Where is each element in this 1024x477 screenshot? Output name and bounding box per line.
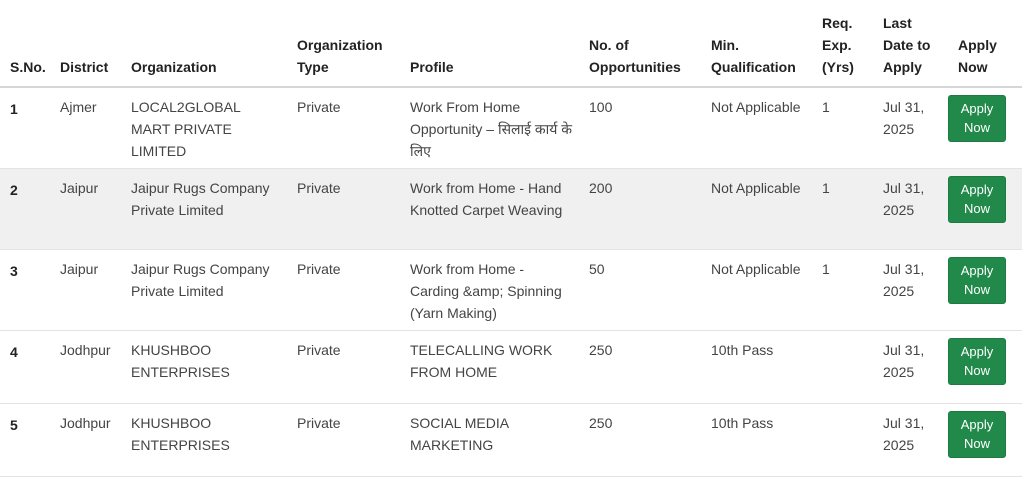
- cell-sno: 2: [0, 168, 50, 249]
- cell-organization: Jaipur Rugs Company Private Limited: [121, 168, 287, 249]
- cell-opportunities: 50: [579, 249, 701, 330]
- table-header: [0, 0, 1022, 87]
- cell-profile: Work from Home - Hand Knotted Carpet Weaving: [400, 168, 579, 249]
- apply-now-button[interactable]: Apply Now: [948, 338, 1006, 385]
- table-body: [0, 87, 1022, 476]
- cell-organization: KHUSHBOO ENTERPRISES: [121, 330, 287, 403]
- cell-apply: [948, 403, 1022, 476]
- cell-sno: 4: [0, 330, 50, 403]
- cell-district: Jodhpur: [50, 403, 121, 476]
- header-last-date: Last Date to Apply: [873, 0, 948, 87]
- cell-opportunities: 100: [579, 87, 701, 168]
- cell-qualification: Not Applicable: [701, 168, 812, 249]
- header-organization: Organization: [121, 0, 287, 87]
- apply-now-button[interactable]: Apply Now: [948, 95, 1006, 142]
- header-sno: S.No.: [0, 0, 50, 87]
- cell-district: Jaipur: [50, 249, 121, 330]
- cell-experience: 1: [812, 168, 873, 249]
- cell-opportunities: 250: [579, 403, 701, 476]
- header-qualification: Min. Qualification: [701, 0, 812, 87]
- header-profile: Profile: [400, 0, 579, 87]
- apply-now-button[interactable]: Apply Now: [948, 176, 1006, 223]
- cell-last-date: Jul 31, 2025: [873, 249, 948, 330]
- cell-organization: KHUSHBOO ENTERPRISES: [121, 403, 287, 476]
- cell-last-date: Jul 31, 2025: [873, 87, 948, 168]
- table-row: [0, 168, 1022, 249]
- cell-last-date: Jul 31, 2025: [873, 403, 948, 476]
- table-row: [0, 330, 1022, 403]
- cell-opportunities: 200: [579, 168, 701, 249]
- cell-profile: SOCIAL MEDIA MARKETING: [400, 403, 579, 476]
- header-org-type: Organization Type: [287, 0, 400, 87]
- cell-experience: 1: [812, 249, 873, 330]
- cell-profile: Work from Home - Carding &amp; Spinning (Yarn Making): [400, 249, 579, 330]
- cell-apply: [948, 87, 1022, 168]
- cell-sno: 1: [0, 87, 50, 168]
- cell-org-type: Private: [287, 249, 400, 330]
- apply-now-button[interactable]: Apply Now: [948, 411, 1006, 458]
- cell-sno: 5: [0, 403, 50, 476]
- cell-apply: [948, 249, 1022, 330]
- cell-org-type: Private: [287, 87, 400, 168]
- table-row: [0, 87, 1022, 168]
- cell-apply: [948, 330, 1022, 403]
- cell-profile: TELECALLING WORK FROM HOME: [400, 330, 579, 403]
- cell-profile: Work From Home Opportunity – सिलाई कार्य के लिए: [400, 87, 579, 168]
- cell-qualification: 10th Pass: [701, 330, 812, 403]
- cell-experience: 1: [812, 87, 873, 168]
- cell-org-type: Private: [287, 403, 400, 476]
- cell-district: Ajmer: [50, 87, 121, 168]
- cell-district: Jaipur: [50, 168, 121, 249]
- cell-apply: [948, 168, 1022, 249]
- cell-qualification: 10th Pass: [701, 403, 812, 476]
- cell-sno: 3: [0, 249, 50, 330]
- cell-district: Jodhpur: [50, 330, 121, 403]
- cell-opportunities: 250: [579, 330, 701, 403]
- cell-organization: Jaipur Rugs Company Private Limited: [121, 249, 287, 330]
- table-row: [0, 403, 1022, 476]
- header-district: District: [50, 0, 121, 87]
- header-apply: Apply Now: [948, 0, 1022, 87]
- cell-org-type: Private: [287, 168, 400, 249]
- cell-qualification: Not Applicable: [701, 87, 812, 168]
- cell-experience: [812, 330, 873, 403]
- cell-organization: LOCAL2GLOBAL MART PRIVATE LIMITED: [121, 87, 287, 168]
- cell-qualification: Not Applicable: [701, 249, 812, 330]
- cell-org-type: Private: [287, 330, 400, 403]
- table-row: [0, 249, 1022, 330]
- header-opportunities: No. of Opportunities: [579, 0, 701, 87]
- cell-last-date: Jul 31, 2025: [873, 330, 948, 403]
- header-experience: Req. Exp. (Yrs): [812, 0, 873, 87]
- cell-experience: [812, 403, 873, 476]
- apply-now-button[interactable]: Apply Now: [948, 257, 1006, 304]
- cell-last-date: Jul 31, 2025: [873, 168, 948, 249]
